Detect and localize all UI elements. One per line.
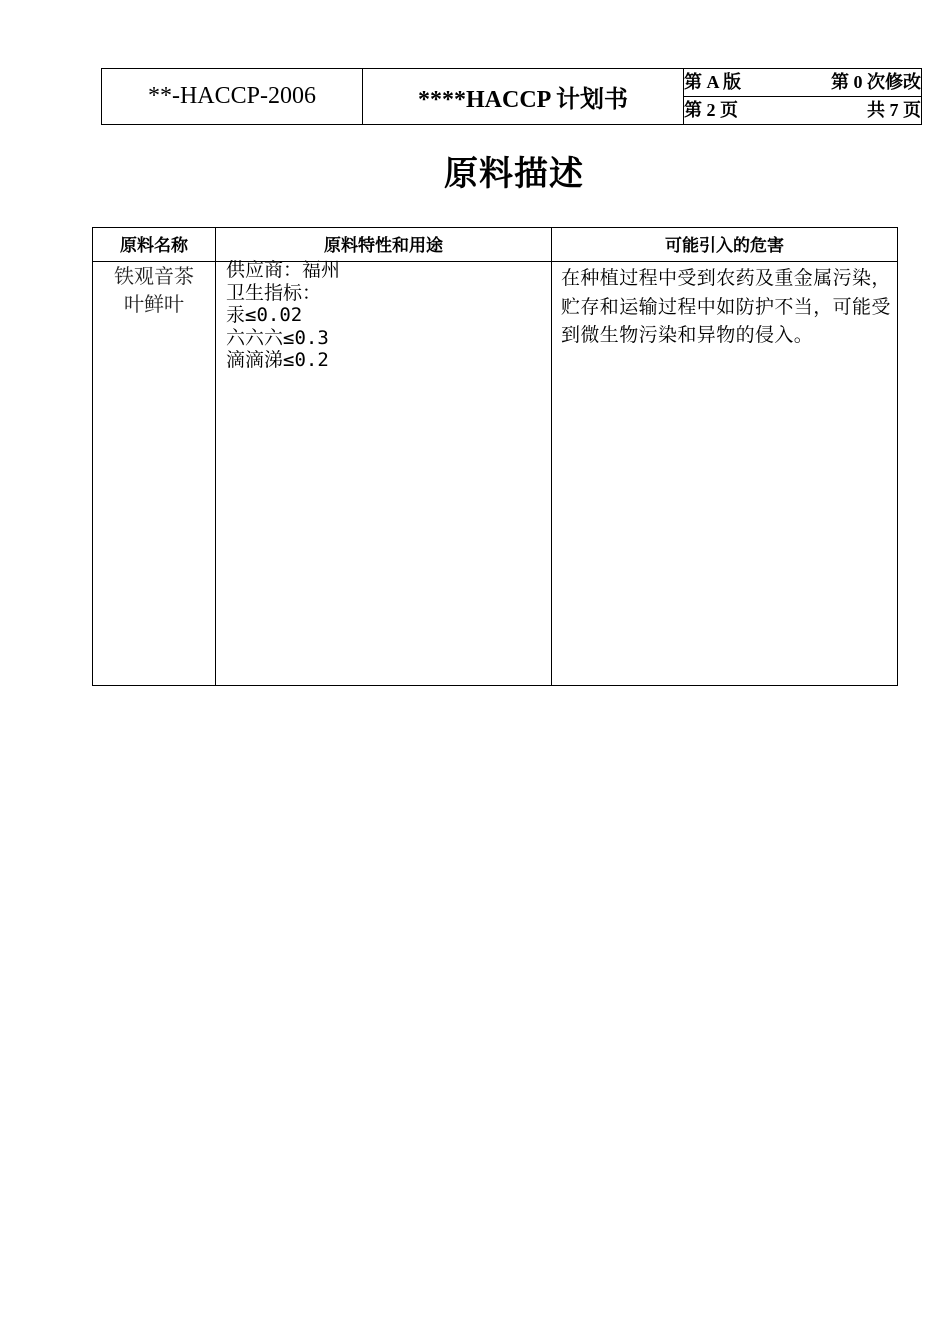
table-header-row (93, 228, 898, 262)
document-title: ****HACCP 计划书 (363, 69, 684, 125)
page-number-label: 第 2 页 (684, 100, 738, 120)
edition-cell (684, 69, 922, 97)
material-name-line: 叶鲜叶 (124, 292, 184, 316)
hazard-text: 在种植过程中受到农药及重金属污染，贮存和运输过程中如防护不当，可能受到微生物污染和异物的侵入。 (561, 267, 891, 346)
revision-label: 第 0 次修改 (831, 72, 921, 92)
column-header-properties: 原料特性和用途 (216, 228, 552, 262)
properties-cell (216, 259, 552, 686)
table-row (93, 262, 898, 686)
supplier-line: 供应商：福州 (226, 259, 341, 281)
total-pages-label: 共 7 页 (867, 100, 921, 120)
document-code: **-HACCP-2006 (102, 69, 363, 125)
hygiene-indicator-heading: 卫生指标： (226, 281, 322, 304)
edition-label: 第 A 版 (684, 72, 742, 92)
mercury-limit: 汞≤0.02 (226, 304, 303, 326)
bhc-limit: 六六六≤0.3 (226, 326, 329, 349)
column-header-material-name: 原料名称 (93, 228, 216, 262)
document-header (101, 68, 922, 125)
column-header-hazards: 可能引入的危害 (552, 228, 898, 262)
material-name-line: 铁观音茶 (114, 264, 194, 288)
hazard-cell (552, 262, 898, 686)
material-name-cell (93, 262, 216, 686)
raw-material-table (92, 227, 898, 686)
page-title: 原料描述 (444, 154, 584, 194)
ddt-limit: 滴滴涕≤0.2 (226, 349, 329, 371)
page-cell (684, 97, 922, 125)
